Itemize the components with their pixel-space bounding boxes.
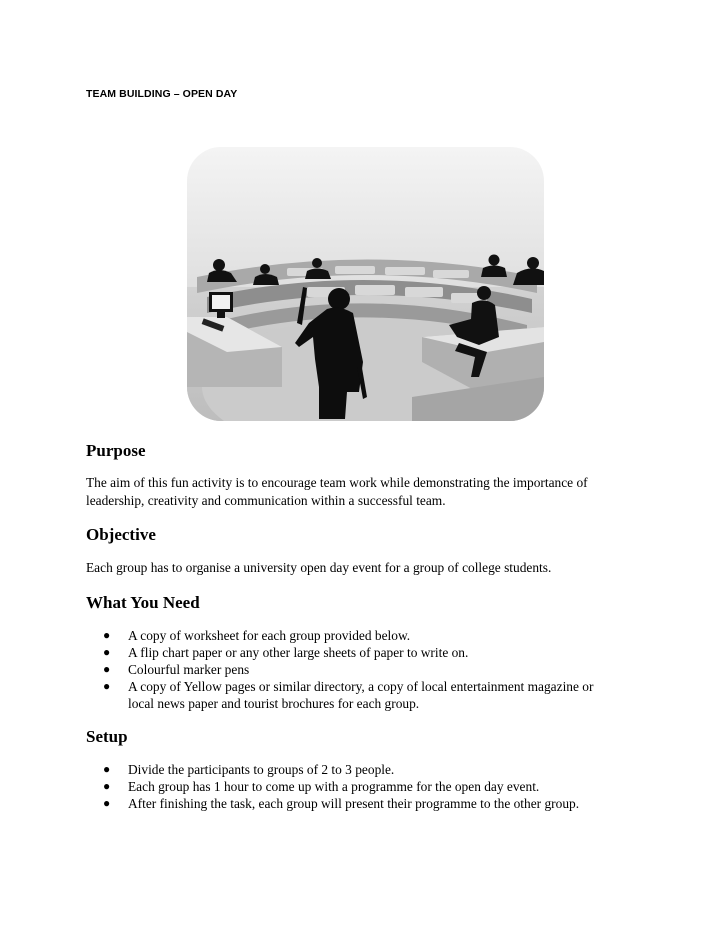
bullet-icon: ● bbox=[103, 662, 111, 676]
purpose-text-line-2: leadership, creativity and communication within a successful team. bbox=[86, 493, 446, 508]
bullet-icon: ● bbox=[103, 645, 111, 659]
purpose-text bbox=[86, 474, 646, 510]
purpose-text-line-1: The aim of this fun activity is to encourage team work while demonstrating the importance of bbox=[86, 475, 588, 490]
setup-list bbox=[86, 761, 646, 812]
list-item: ● A copy of worksheet for each group provided below. bbox=[103, 628, 411, 643]
list-item: ● After finishing the task, each group will present their programme to the other group. bbox=[103, 796, 580, 811]
list-item: ● A copy of Yellow pages or similar directory, a copy of local entertainment magazine or bbox=[103, 679, 594, 694]
document-title: TEAM BUILDING – OPEN DAY bbox=[86, 88, 238, 100]
bullet-icon: ● bbox=[103, 679, 111, 693]
objective-heading: Objective bbox=[86, 525, 156, 544]
bullet-icon: ● bbox=[103, 628, 111, 642]
list-item: ● Divide the participants to groups of 2 to 3 people. bbox=[103, 762, 395, 777]
what-you-need-list bbox=[86, 627, 646, 712]
objective-text: Each group has to organise a university open day event for a group of college students. bbox=[86, 560, 552, 575]
setup-heading: Setup bbox=[86, 727, 128, 746]
lecture-room-illustration bbox=[187, 147, 544, 421]
list-item: ● Colourful marker pens bbox=[103, 662, 250, 677]
bullet-icon: ● bbox=[103, 796, 111, 810]
bullet-icon: ● bbox=[103, 779, 111, 793]
list-item: ● Each group has 1 hour to come up with a programme for the open day event. bbox=[103, 779, 540, 794]
list-item-continuation: local news paper and tourist brochures for each group. bbox=[128, 696, 420, 711]
bullet-icon: ● bbox=[103, 762, 111, 776]
list-item: ● A flip chart paper or any other large sheets of paper to write on. bbox=[103, 645, 469, 660]
purpose-heading: Purpose bbox=[86, 441, 146, 460]
what-you-need-heading: What You Need bbox=[86, 593, 200, 612]
